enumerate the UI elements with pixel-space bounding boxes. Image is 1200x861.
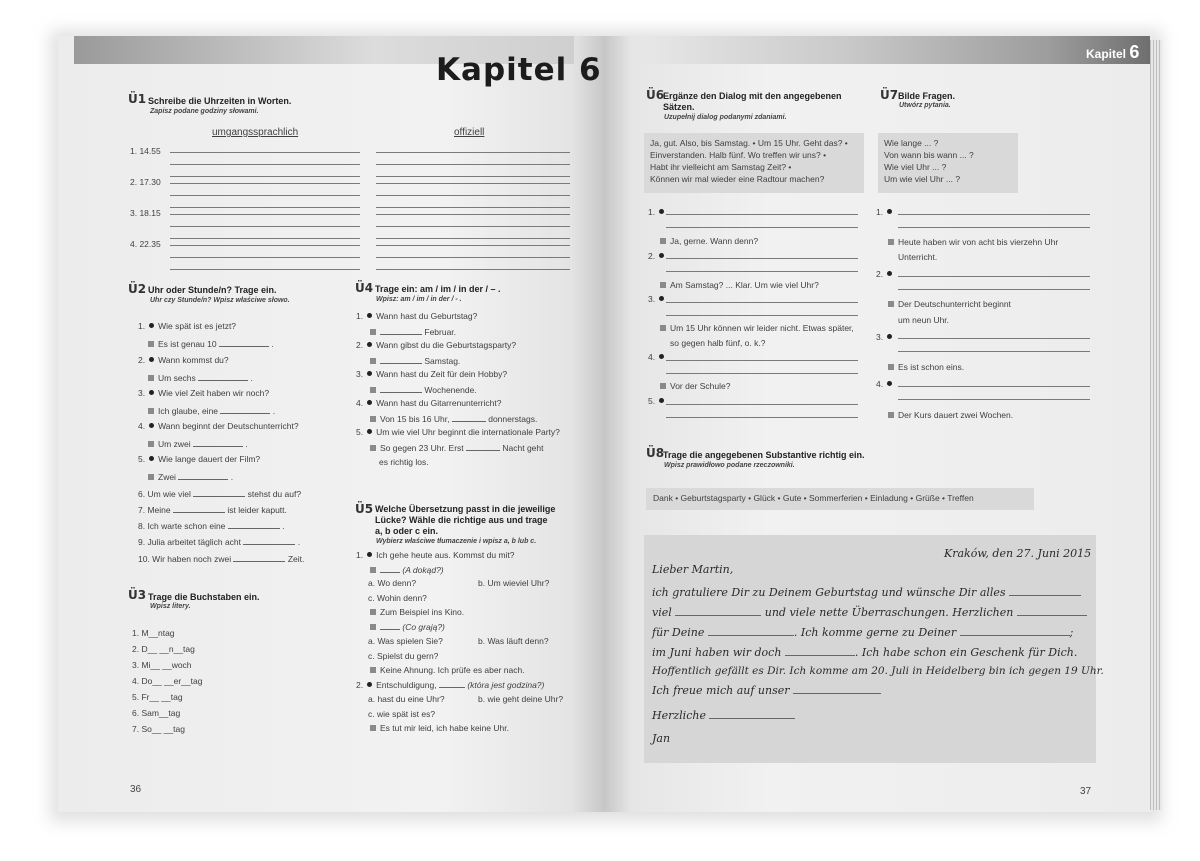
dialog-line: So gegen 23 Uhr. Erst Nacht geht	[370, 441, 544, 454]
dialog-line: 3.	[876, 331, 896, 343]
exercise-subtitle: Wpisz prawidłowo podane rzeczowniki.	[664, 462, 795, 469]
letter-line: Ich freue mich auf unser	[652, 683, 881, 698]
exercise-title: Trage die Buchstaben ein.	[148, 592, 260, 602]
answer-line	[170, 269, 360, 270]
exercise-subtitle: Wpisz litery.	[150, 603, 191, 610]
answer-line	[170, 183, 360, 184]
letter-signature: Jan	[652, 732, 671, 745]
exercise-title: Bilde Fragen.	[898, 91, 956, 101]
answer-line	[666, 214, 858, 215]
dialog-line: (A dokąd?)	[370, 563, 444, 576]
exercise-subtitle: Uzupełnij dialog podanymi zdaniami.	[664, 114, 787, 121]
phrase-line: Einverstanden. Halb fünf. Wo treffen wir uns? •	[650, 150, 827, 160]
answer-line	[898, 386, 1090, 387]
dialog-line: Es ist genau 10 .	[148, 337, 274, 350]
word-item: 7. So__ __tag	[132, 724, 185, 734]
letter-closing: Herzliche	[652, 708, 795, 723]
sentence-line: 10. Wir haben noch zwei Zeit.	[138, 554, 305, 564]
exercise-title: Uhr oder Stunde/n? Trage ein.	[148, 285, 277, 295]
option: b. Was läuft denn?	[478, 636, 549, 646]
dialog-line: 2. Wann gibst du die Geburtstagsparty?	[356, 340, 517, 350]
answer-line	[898, 399, 1090, 400]
sentence-line: 6. Um wie viel stehst du auf?	[138, 489, 302, 499]
word-item: 2. D__ __n__tag	[132, 644, 195, 654]
dialog-line: 1. Wie spät ist es jetzt?	[138, 321, 237, 331]
word-item: 4. Do__ __er__tag	[132, 676, 203, 686]
column-header: offiziell	[454, 127, 485, 138]
answer-line: Heute haben wir von acht bis vierzehn Uhr	[888, 236, 1058, 248]
answer-line	[666, 227, 858, 228]
answer-line	[376, 176, 570, 177]
dialog-line: (Co grają?)	[370, 620, 445, 633]
answer-line	[666, 271, 858, 272]
answer-line	[170, 226, 360, 227]
answer-line	[666, 360, 858, 361]
time-item: 2. 17.30	[130, 177, 161, 187]
dialog-line: 1.	[876, 206, 896, 218]
dialog-line: Um sechs .	[148, 371, 253, 384]
answer-line	[170, 214, 360, 215]
option: c. Spielst du gern?	[368, 651, 439, 661]
phrase-line: Um wie viel Uhr ... ?	[884, 174, 961, 184]
dialog-line: 5.	[648, 395, 668, 407]
exercise-title: Welche Übersetzung passt in die jeweilige	[375, 504, 556, 514]
answer-line	[376, 257, 570, 258]
phrase-line: Können wir mal wieder eine Radtour machen?	[650, 174, 825, 184]
exercise-number: Ü2	[128, 282, 147, 296]
phrase-line: Wie viel Uhr ... ?	[884, 162, 947, 172]
exercise-number: Ü8	[646, 446, 665, 460]
answer-line	[898, 227, 1090, 228]
phrase-line: Habt ihr vielleicht am Samstag Zeit? •	[650, 162, 792, 172]
dialog-line: es richtig los.	[379, 457, 429, 467]
option: a. hast du eine Uhr?	[368, 694, 445, 704]
dialog-line: Samstag.	[370, 354, 460, 367]
answer-line: um neun Uhr.	[898, 315, 950, 325]
answer-line	[376, 214, 570, 215]
dialog-line: 2.	[648, 250, 668, 262]
dialog-line: 5. Um wie viel Uhr beginnt die internationale Party?	[356, 427, 560, 437]
dialog-line: 1. Ich gehe heute aus. Kommst du mit?	[356, 550, 515, 560]
exercise-title: Lücke? Wähle die richtige aus und trage	[375, 515, 548, 525]
dialog-line: 4. Wann hast du Gitarrenunterricht?	[356, 398, 502, 408]
answer-line	[666, 404, 858, 405]
answer-line	[666, 258, 858, 259]
dialog-line: Ich glaube, eine .	[148, 404, 275, 417]
dialog-line: Februar.	[370, 325, 456, 338]
dialog-line: 1. Wann hast du Geburtstag?	[356, 311, 478, 321]
page-number: 37	[1080, 786, 1092, 797]
word-item: 6. Sam__tag	[132, 708, 181, 718]
dialog-line: 2. Entschuldigung, (która jest godzina?)	[356, 680, 545, 690]
letter-line: ich gratuliere Dir zu Deinem Geburtstag und wünsche Dir alles	[652, 585, 1081, 600]
exercise-number: Ü6	[646, 88, 665, 102]
exercise-subtitle: Uhr czy Stunde/n? Wpisz właściwe słowo.	[150, 297, 290, 304]
dialog-line: Zum Beispiel ins Kino.	[370, 606, 464, 618]
exercise-number: Ü4	[355, 281, 374, 295]
exercise-title: Trage die angegebenen Substantive richtig ein.	[663, 450, 865, 460]
dialog-line: 2. Wann kommst du?	[138, 355, 229, 365]
answer-line: so gegen halb fünf, o. k.?	[670, 338, 766, 348]
column-header: umgangssprachlich	[212, 127, 299, 138]
answer-line: Der Deutschunterricht beginnt	[888, 298, 1011, 310]
phrase-line: Ja, gut. Also, bis Samstag. • Um 15 Uhr. Geht das? •	[650, 138, 848, 148]
answer-line	[170, 164, 360, 165]
dialog-line: Um zwei .	[148, 437, 248, 450]
answer-line: Um 15 Uhr können wir leider nicht. Etwas später,	[660, 322, 854, 334]
letter-line: Hoffentlich gefällt es Dir. Ich komme am 20. Juli in Heidelberg bin ich gegen 19 Uhr.	[652, 665, 1104, 677]
letter-line: für Deine . Ich komme gerne zu Deiner ;	[652, 626, 1074, 639]
chapter-title: Kapitel 6	[436, 52, 602, 88]
answer-line: Es ist schon eins.	[888, 361, 964, 373]
dialog-line: Von 15 bis 16 Uhr, donnerstags.	[370, 412, 537, 425]
sentence-line: 9. Julia arbeitet täglich acht .	[138, 537, 301, 547]
answer-line	[666, 373, 858, 374]
dialog-line: 3. Wie viel Zeit haben wir noch?	[138, 388, 270, 398]
word-bank: Dank • Geburtstagsparty • Glück • Gute • Sommerferien • Einladung • Grüße • Treffen	[653, 493, 974, 503]
answer-line: Der Kurs dauert zwei Wochen.	[888, 409, 1013, 421]
exercise-subtitle: Zapisz podane godziny słowami.	[150, 108, 259, 115]
answer-line	[376, 195, 570, 196]
dialog-line: 4.	[876, 378, 896, 390]
letter-line: viel und viele nette Überraschungen. Herzlichen	[652, 605, 1087, 620]
exercise-title: Schreibe die Uhrzeiten in Worten.	[148, 96, 292, 106]
page-edges	[1150, 40, 1162, 810]
right-header-band	[644, 36, 1150, 64]
time-item: 4. 22.35	[130, 239, 161, 249]
letter-line: im Juni haben wir doch . Ich habe schon ein Geschenk für Dich.	[652, 646, 1078, 659]
answer-line	[376, 238, 570, 239]
option: b. wie geht deine Uhr?	[478, 694, 564, 704]
answer-line	[898, 289, 1090, 290]
word-item: 3. Mi__ __woch	[132, 660, 192, 670]
answer-line	[170, 176, 360, 177]
answer-line	[666, 417, 858, 418]
time-item: 1. 14.55	[130, 146, 161, 156]
letter-date: Kraków, den 27. Juni 2015	[944, 547, 1092, 560]
chapter-title-small: Kapitel 6	[1086, 42, 1140, 62]
answer-line	[170, 207, 360, 208]
dialog-line: 3.	[648, 293, 668, 305]
answer-line	[376, 207, 570, 208]
dialog-line: 2.	[876, 268, 896, 280]
time-item: 3. 18.15	[130, 208, 161, 218]
answer-line	[376, 269, 570, 270]
answer-line	[376, 226, 570, 227]
exercise-number: Ü5	[355, 502, 374, 516]
option: b. Um wieviel Uhr?	[478, 578, 550, 588]
answer-line	[666, 302, 858, 303]
option: a. Wo denn?	[368, 578, 417, 588]
option: c. Wohin denn?	[368, 593, 427, 603]
answer-line	[666, 315, 858, 316]
sentence-line: 8. Ich warte schon eine .	[138, 521, 285, 531]
word-item: 5. Fr__ __tag	[132, 692, 183, 702]
answer-line: Ja, gerne. Wann denn?	[660, 235, 758, 247]
dialog-line: Wochenende.	[370, 383, 477, 396]
answer-line: Am Samstag? ... Klar. Um wie viel Uhr?	[660, 279, 819, 291]
answer-line: Unterricht.	[898, 252, 938, 262]
answer-line	[170, 195, 360, 196]
exercise-number: Ü7	[880, 88, 899, 102]
sentence-line: 7. Meine ist leider kaputt.	[138, 505, 287, 515]
page-number: 36	[130, 784, 142, 795]
answer-line	[898, 351, 1090, 352]
answer-line	[898, 276, 1090, 277]
answer-line	[170, 152, 360, 153]
dialog-line: 3. Wann hast du Zeit für dein Hobby?	[356, 369, 508, 379]
answer-line	[170, 245, 360, 246]
dialog-line: 4.	[648, 351, 668, 363]
dialog-line: Keine Ahnung. Ich prüfe es aber nach.	[370, 664, 525, 676]
letter-greeting: Lieber Martin,	[652, 563, 734, 576]
phrase-line: Von wann bis wann ... ?	[884, 150, 974, 160]
answer-line	[376, 183, 570, 184]
dialog-line: Zwei .	[148, 470, 233, 483]
exercise-subtitle: Utwórz pytania.	[899, 102, 951, 109]
dialog-line: 1.	[648, 206, 668, 218]
exercise-subtitle: Wpisz: am / im / in der / - .	[376, 296, 462, 303]
exercise-title: Ergänze den Dialog mit den angegebenen	[663, 91, 842, 101]
dialog-line: Es tut mir leid, ich habe keine Uhr.	[370, 722, 509, 734]
answer-line	[376, 164, 570, 165]
answer-line	[898, 338, 1090, 339]
answer-line	[376, 152, 570, 153]
option: c. wie spät ist es?	[368, 709, 436, 719]
answer-line	[170, 257, 360, 258]
exercise-number: Ü1	[128, 92, 147, 106]
word-item: 1. M__ntag	[132, 628, 175, 638]
exercise-title: a, b oder c ein.	[375, 526, 439, 536]
phrase-line: Wie lange ... ?	[884, 138, 939, 148]
exercise-number: Ü3	[128, 588, 147, 602]
exercise-title: Sätzen.	[663, 102, 695, 112]
answer-line	[376, 245, 570, 246]
answer-line: Vor der Schule?	[660, 380, 730, 392]
exercise-title: Trage ein: am / im / in der / – .	[375, 284, 501, 294]
answer-line	[898, 214, 1090, 215]
dialog-line: 5. Wie lange dauert der Film?	[138, 454, 261, 464]
dialog-line: 4. Wann beginnt der Deutschunterricht?	[138, 421, 299, 431]
answer-line	[170, 238, 360, 239]
exercise-subtitle: Wybierz właściwe tłumaczenie i wpisz a, b lub c.	[376, 538, 537, 545]
option: a. Was spielen Sie?	[368, 636, 443, 646]
